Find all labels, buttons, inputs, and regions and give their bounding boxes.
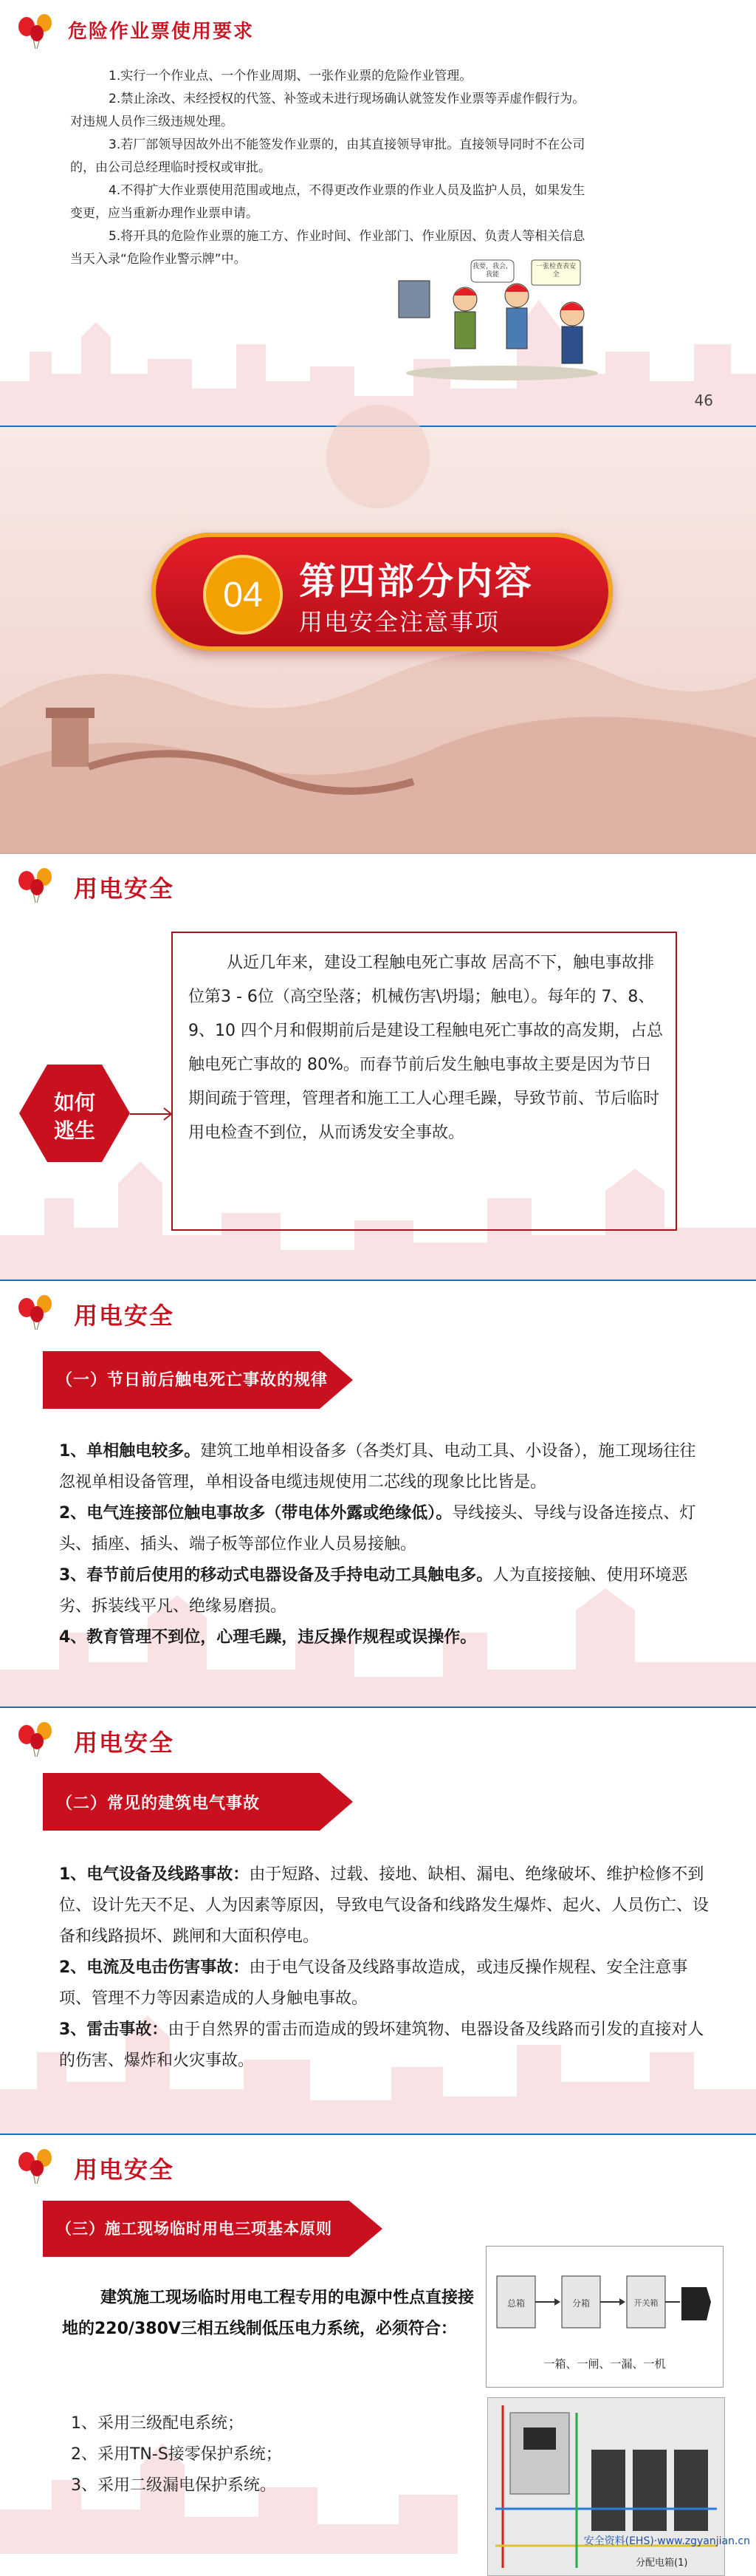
distribution-diagram: [486, 2246, 724, 2388]
list-item-heading: 4、教育管理不到位，心理毛躁，违反操作规程或误操作。: [59, 1628, 477, 1647]
list-item-heading: 3、春节前后使用的移动式电器设备及手持电动工具触电多。: [59, 1566, 493, 1585]
city-skyline-decoration: [0, 270, 756, 426]
diagram-box-label: 开关箱: [633, 2298, 659, 2308]
section-number: 04: [203, 555, 283, 635]
rule-line: 5.将开具的危险作业票的施工方、作业时间、作业部门、作业原因、负责人等相关信息: [109, 229, 585, 244]
banner-label: （一）节日前后触电死亡事故的规律: [56, 1371, 329, 1390]
rule-line: 对违规人员作三级违规处理。: [70, 115, 233, 129]
list-item-heading: 1、电气设备及线路事故：: [59, 1865, 250, 1884]
list-item: [59, 1436, 709, 1498]
list-item: 3、采用二级漏电保护系统。: [71, 2476, 276, 2495]
hexagon-label: [19, 1089, 130, 1145]
cabinet-illustration: [488, 2398, 724, 2575]
slide-holiday-accidents: [0, 1281, 756, 1708]
list-item: [59, 1622, 709, 1653]
diagram-caption: 一箱、一闸、一漏、一机: [543, 2357, 666, 2371]
diagram-box-label: 分箱: [571, 2298, 590, 2309]
section-title: 第四部分内容: [299, 560, 534, 603]
slide-section-cover: [0, 427, 756, 854]
principle-intro: 建筑施工现场临时用电工程专用的电源中性点直接接地的220/380V三相五线制低压电力系统，必须符合：: [62, 2289, 475, 2338]
rule-line: 的，由公司总经理临时授权或审批。: [70, 160, 271, 175]
slide-electrical-escape: [0, 854, 756, 1281]
slide-title: 用电安全: [74, 1729, 175, 1757]
list-item: [59, 2015, 709, 2077]
list-item: [59, 1953, 709, 2015]
page-number: 46: [694, 392, 713, 409]
rule-line: 变更，应当重新办理作业票申请。: [70, 206, 258, 221]
list-item-text: 人为直接接触、使用环境恶劣、拆装线平凡、绝缘易磨损。: [59, 1566, 688, 1616]
diagram-box-label: 总箱: [506, 2298, 525, 2309]
list-item: 1、采用三级配电系统；: [71, 2414, 244, 2433]
rule-line: 1.实行一个作业点、一个作业周期、一张作业票的危险作业管理。: [109, 69, 472, 83]
list-item-heading: 2、电气连接部位触电事故多（带电体外露或绝缘低）。: [59, 1504, 453, 1523]
slide-three-principles: [0, 2135, 756, 2569]
photo-caption: 分配电箱(1): [636, 2558, 688, 2569]
list-item-heading: 3、雷击事故：: [59, 2020, 168, 2039]
slide-title: 用电安全: [74, 875, 175, 903]
hexagon-label-line: 如何: [53, 1090, 95, 1115]
slide-danger-permit: [0, 0, 756, 427]
principles-list: [71, 2408, 282, 2501]
list-item-text: 由于自然界的雷击而造成的毁坏建筑物、电器设备及线路而引发的直接对人的伤害、爆炸和火灾事故。: [59, 2020, 704, 2070]
list-item-text: 建筑工地单相设备多（各类灯具、电动工具、小设备），施工现场往往忽视单相设备管理，单相设备电缆违规使用二芯线的现象比比皆是。: [59, 1442, 696, 1492]
list-item-heading: 1、单相触电较多。: [59, 1442, 201, 1460]
hexagon-label-line: 逃生: [53, 1118, 95, 1143]
banner-label: （二）常见的建筑电气事故: [56, 1794, 261, 1813]
accidents-list: [59, 1859, 709, 2077]
list-item: [59, 1859, 709, 1953]
list-item: 2、采用TN-S接零保护系统；: [71, 2445, 282, 2464]
balloons-icon: [15, 2148, 59, 2185]
arrow-right-icon: [130, 1105, 176, 1123]
banner-label: （三）施工现场临时用电三项基本原则: [56, 2220, 332, 2238]
balloons-icon: [15, 1721, 59, 1758]
section-pill: [151, 533, 613, 651]
speech-bubble-right: 一张检查表安全: [535, 263, 576, 279]
balloons-icon: [15, 13, 59, 50]
list-item: [59, 1498, 709, 1560]
slide-common-accidents: [0, 1708, 756, 2135]
rule-line: 3.若厂部领导因故外出不能签发作业票的，由其直接领导审批。直接领导同时不在公司: [109, 137, 585, 152]
speech-bubble-left: 我要，我会，我能: [472, 263, 513, 279]
rule-line: 4.不得扩大作业票使用范围或地点，不得更改作业票的作业人员及监护人员，如果发生: [109, 183, 585, 198]
balloons-icon: [15, 867, 59, 904]
slide-title: 用电安全: [74, 1302, 175, 1330]
rules-list: [59, 1436, 709, 1653]
slide-title: 危险作业票使用要求: [68, 21, 255, 43]
list-item-text: 由于短路、过载、接地、缺相、漏电、绝缘破坏、维护检修不到位、设计先天不足、人为因素等原因，导致电气设备和线路发生爆炸、起火、人员伤亡、设备和线路损坏、跳闸和大面积停电。: [59, 1865, 709, 1946]
escape-paragraph: 从近几年来，建设工程触电死亡事故 居高不下，触电事故排位第3 - 6位（高空坠落；机械伤害\坍塌；触电）。每年的 7、8、9、10 四个月和假期前后是建设工程触电死亡事故的高发期，占总触电死亡事故的 80%。而春节前后发生触电事故主要是因为节日期间疏于管理，管理者和施工工人心理毛躁，导致节前、节后临时用电检查不到位，从而诱发安全事故。: [188, 954, 663, 1142]
permit-rules: [70, 65, 587, 271]
rule-line: 当天入录“危险作业警示牌”中。: [70, 252, 247, 267]
list-item-heading: 2、电流及电击伤害事故：: [59, 1958, 250, 1977]
slide-title: 用电安全: [74, 2156, 175, 2184]
list-item-text: 导线接头、导线与设备连接点、灯头、插座、插头、端子板等部位作业人员易接触。: [59, 1504, 696, 1554]
section-subtitle: 用电安全注意事项: [299, 608, 501, 636]
watermark: 安全资料(EHS)·www.zgyanjian.cn: [583, 2535, 750, 2547]
distribution-box-photo: [487, 2397, 725, 2576]
list-item-text: 由于电气设备及线路事故造成，或违反操作规程、安全注意事项、管理不力等因素造成的人身触电事故。: [59, 1958, 688, 2008]
balloons-icon: [15, 1294, 59, 1331]
rule-line: 2.禁止涂改、未经授权的代签、补签或未进行现场确认就签发作业票等弄虚作假行为。: [109, 92, 585, 106]
list-item: [59, 1560, 709, 1622]
